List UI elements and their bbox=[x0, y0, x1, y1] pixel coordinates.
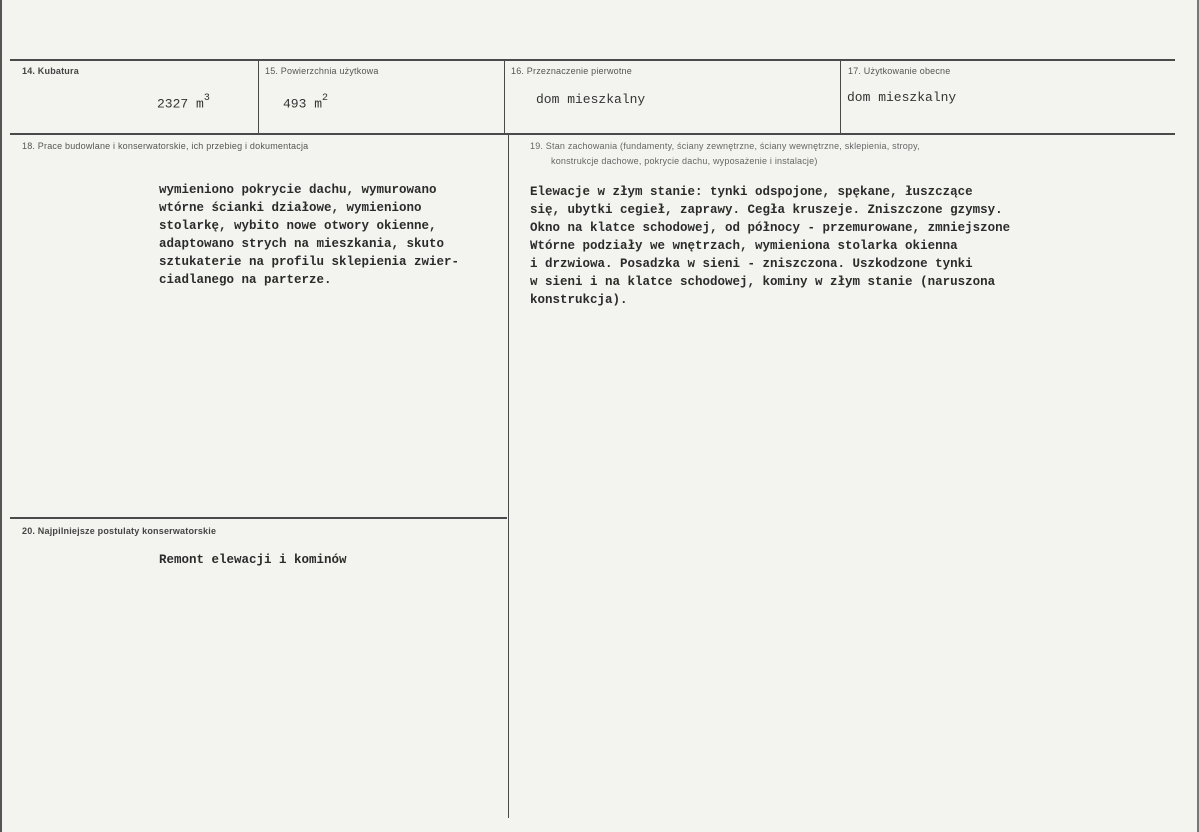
field-20-text: Remont elewacji i kominów bbox=[159, 553, 347, 567]
field-17-label: 17. Użytkowanie obecne bbox=[848, 66, 951, 76]
field-17-value: dom mieszkalny bbox=[847, 90, 957, 105]
field-19-text: Elewacje w złym stanie: tynki odspojone, spękane, łuszczące się, ubytki cegieł, zaprawy. Cegła kruszeje. Zniszczone gzymsy. Okno na klatce schodowej, od północy - przemurowane, zmniejszone Wtórne podziały we wnętrzach, wymieniona stolarka okienna i drzwiowa. Posadzka w sieni - zniszczona. Uszkodzone tynki w sieni i na klatce schodowej, kominy w złym stanie (naruszona konstrukcja). bbox=[530, 185, 1011, 307]
field-20-label: 20. Najpilniejsze postulaty konserwatorskie bbox=[22, 526, 217, 536]
divider-14-15 bbox=[258, 60, 259, 134]
row-middle-rule bbox=[10, 133, 1175, 135]
field-18-text: wymieniono pokrycie dachu, wymurowano wtórne ścianki działowe, wymieniono stolarkę, wybito nowe otwory okienne, adaptowano strych na mieszkania, skuto sztukaterie na profilu sklepienia zwier- ciadlanego na parterze. bbox=[159, 183, 460, 287]
field-18-label: 18. Prace budowlane i konserwatorskie, ich przebieg i dokumentacja bbox=[22, 141, 309, 151]
divider-16-17 bbox=[840, 60, 841, 134]
row-top-rule bbox=[10, 59, 1175, 61]
cubature-value: 2327 m bbox=[157, 96, 204, 112]
area-unit-exponent: 2 bbox=[322, 93, 329, 104]
divider-lower-columns bbox=[508, 135, 509, 818]
field-16-label: 16. Przeznaczenie pierwotne bbox=[511, 66, 632, 76]
section-20-rule bbox=[10, 517, 507, 519]
page-border-left bbox=[0, 0, 2, 832]
area-value: 493 m bbox=[283, 96, 323, 112]
cubature-unit-exponent: 3 bbox=[203, 93, 210, 104]
field-15-label: 15. Powierzchnia użytkowa bbox=[265, 66, 379, 76]
divider-15-16 bbox=[504, 60, 505, 134]
field-14-label: 14. Kubatura bbox=[22, 66, 79, 76]
field-19-label-line1: 19. Stan zachowania (fundamenty, ściany zewnętrzne, ściany wewnętrzne, sklepienia, stropy, bbox=[530, 141, 920, 151]
field-15-value bbox=[283, 95, 328, 111]
field-16-value: dom mieszkalny bbox=[536, 92, 646, 107]
field-19-label-line2: konstrukcje dachowe, pokrycie dachu, wyposażenie i instalacje) bbox=[551, 156, 818, 166]
field-14-value bbox=[157, 95, 210, 111]
